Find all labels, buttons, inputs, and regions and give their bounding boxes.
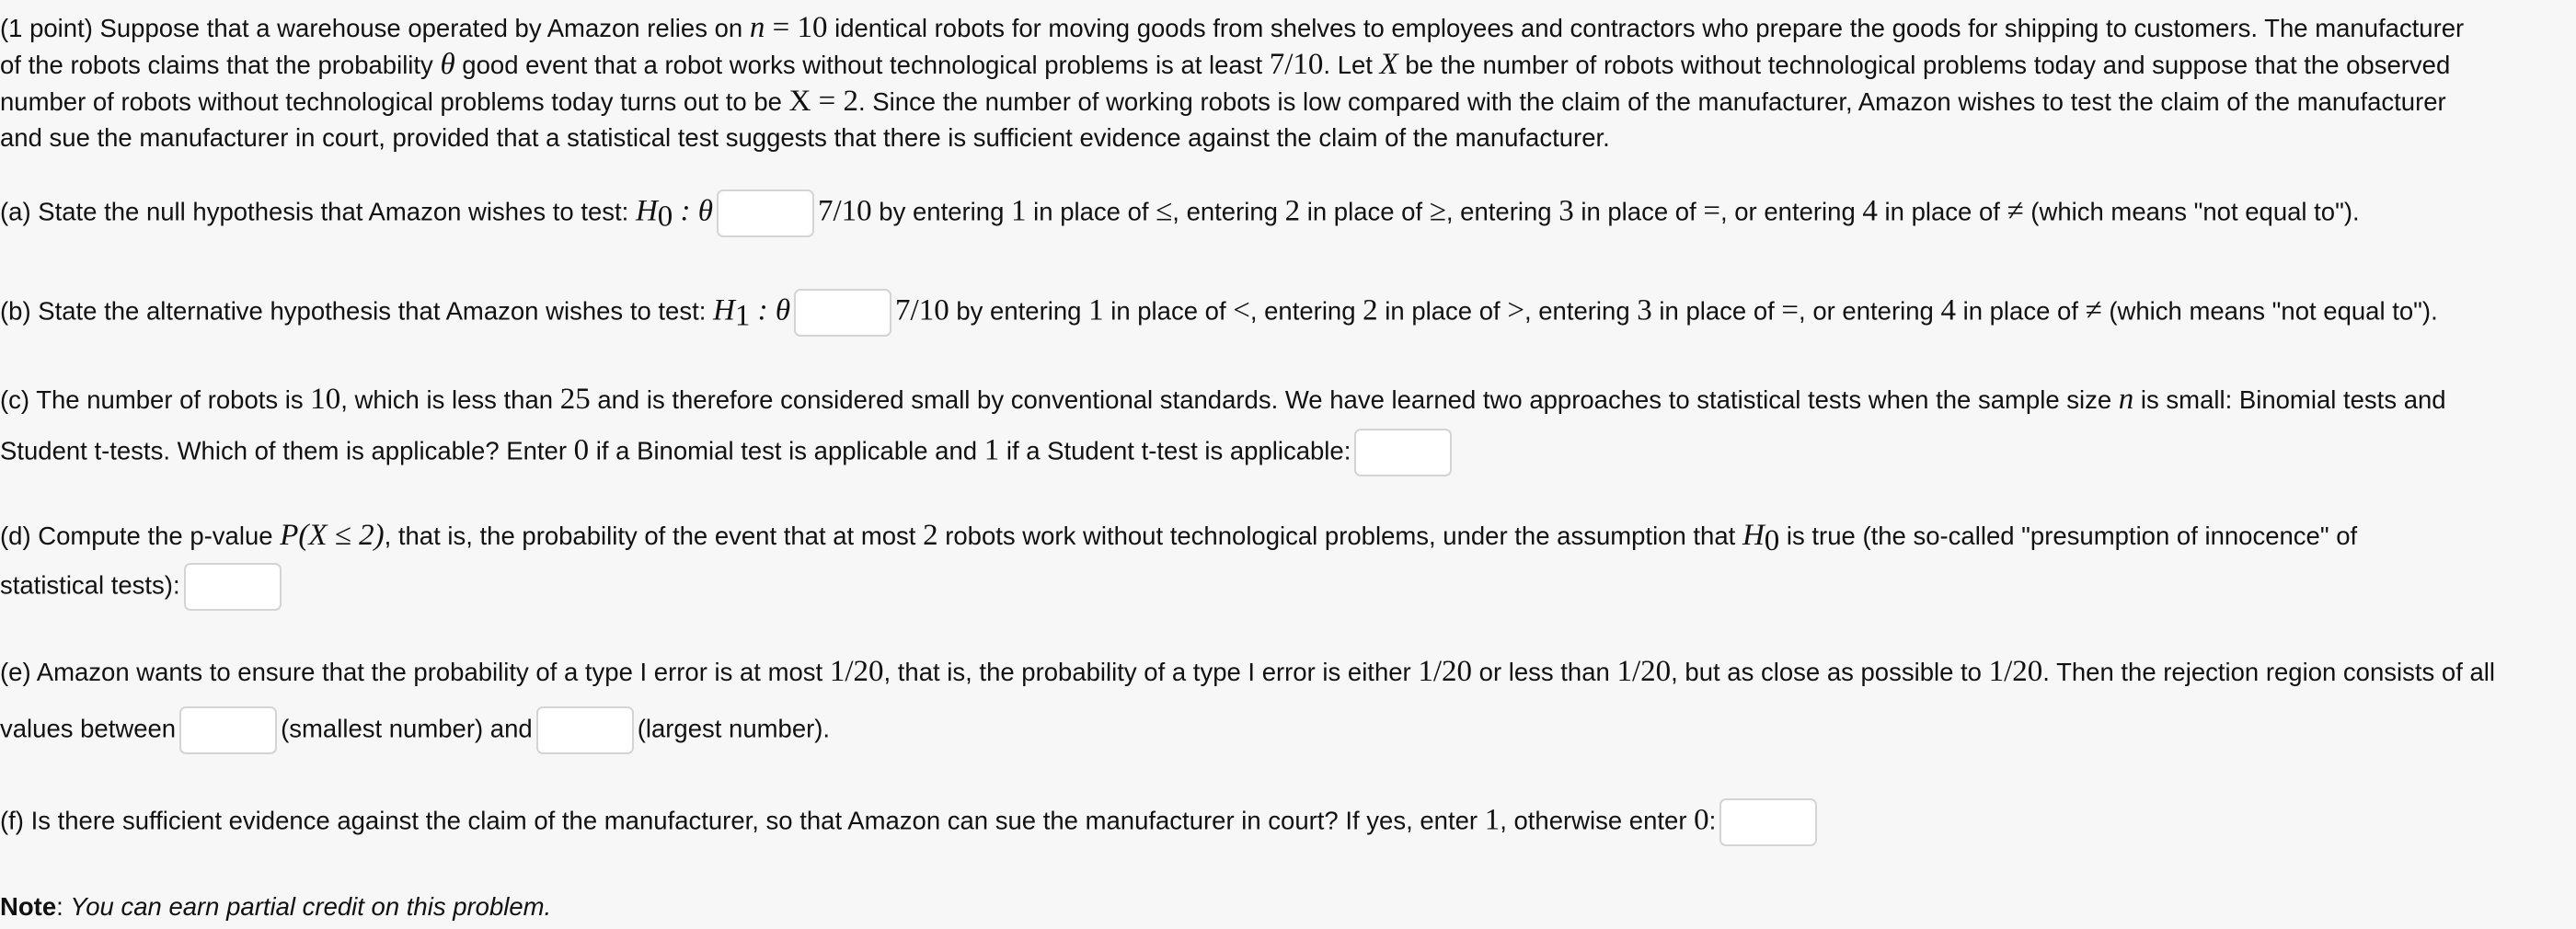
math-fraction: 7/10: [1269, 48, 1324, 81]
part-b-text: in place of: [1103, 296, 1234, 326]
part-d-line-1: [0, 517, 2567, 555]
math-symbol: =: [1703, 194, 1720, 228]
part-c-text: (c) The number of robots is: [0, 385, 311, 414]
part-d-line-2: [0, 563, 2567, 611]
part-c-text: if a Student t-test is applicable:: [999, 436, 1351, 465]
part-b-text: in place of: [1377, 296, 1508, 326]
math-fraction: 7/10: [895, 293, 949, 327]
intro-text: be the number of robots without technological problems today and suppose that the observed: [1397, 51, 2451, 79]
math-number: 3: [1558, 194, 1574, 228]
math-symbol: ≠: [2007, 194, 2024, 228]
part-b-text: in place of: [1651, 296, 1782, 326]
part-e-text: (smallest number) and: [281, 714, 533, 743]
part-b-text: , entering: [1524, 296, 1638, 326]
part-c-line-2: [0, 429, 2567, 476]
intro-text: good event that a robot works without technological problems is at least: [454, 51, 1270, 79]
part-a-text: in place of: [1877, 197, 2007, 226]
part-b-text: , entering: [1249, 296, 1363, 326]
math-fraction: 7/10: [817, 194, 872, 228]
part-e-text: , but as close as possible to: [1671, 658, 1989, 686]
math-p-value: P(X ≤ 2): [280, 519, 385, 552]
part-a-text: (a) State the null hypothesis that Amazon wishes to test:: [0, 197, 636, 226]
part-e-text: (largest number).: [637, 714, 831, 743]
part-b-text: (b) State the alternative hypothesis that Amazon wishes to test:: [0, 296, 713, 326]
part-b: [0, 289, 2567, 337]
intro-line-2: [0, 46, 2567, 84]
math-h: H: [635, 194, 658, 228]
math-x-equals: X = 2: [788, 85, 859, 118]
part-a-text: , or entering: [1719, 197, 1863, 226]
part-e-text: , that is, the probability of a type I error is either: [883, 658, 1419, 686]
math-n: n: [749, 11, 765, 44]
part-c-text: Student t-tests. Which of them is applicable? Enter: [0, 436, 574, 465]
math-10: 10: [797, 11, 828, 44]
intro-line-4: [0, 120, 2567, 156]
part-e-line-2: [0, 706, 2567, 754]
part-a-text: in place of: [1300, 197, 1430, 226]
part-c-answer-input[interactable]: [1354, 429, 1452, 476]
part-f-answer-input[interactable]: [1719, 798, 1817, 846]
math-symbol: <: [1233, 293, 1250, 327]
math-subscript: 0: [1764, 524, 1780, 557]
part-a-text: by entering: [871, 197, 1012, 226]
math-theta: : θ: [673, 194, 713, 228]
part-d-text: is true (the so-called "presumption of innocence" of: [1779, 522, 2358, 550]
math-subscript: 0: [657, 200, 673, 234]
note-text: You can earn partial credit on this problem.: [70, 892, 552, 921]
intro-text: (1 point) Suppose that a warehouse operated by Amazon relies on: [0, 14, 750, 42]
math-number: 3: [1637, 293, 1652, 327]
part-d-text: , that is, the probability of the event that at most: [384, 522, 924, 550]
math-number: 0: [573, 433, 590, 467]
math-x: X: [1379, 48, 1398, 81]
note-colon: :: [56, 892, 71, 921]
note-label: Note: [0, 892, 57, 921]
part-a-text: (which means "not equal to").: [2023, 197, 2360, 226]
intro-text: number of robots without technological problems today turns out to be: [0, 87, 789, 116]
math-fraction: 1/20: [1418, 655, 1473, 688]
part-e-text: . Then the rejection region consists of all: [2042, 658, 2495, 686]
math-number: 4: [1940, 293, 1956, 327]
math-number: 1: [1011, 194, 1027, 228]
math-h: H: [713, 293, 735, 327]
part-a-answer-input[interactable]: [717, 189, 814, 237]
note: [0, 889, 2567, 925]
part-d-text: statistical tests):: [0, 570, 180, 600]
math-symbol: ≥: [1429, 194, 1446, 228]
intro-line-3: [0, 83, 2567, 120]
part-f-text: (f) Is there sufficient evidence against the claim of the manufacturer, so that Amazon can sue the manufacturer in court? If yes, enter: [0, 806, 1485, 835]
part-c-text: , which is less than: [340, 385, 560, 414]
math-fraction: 1/20: [1616, 655, 1672, 688]
math-fraction: 1/20: [1988, 655, 2043, 688]
part-c-text: is small: Binomial tests and: [2133, 385, 2446, 414]
math-fraction: 1/20: [829, 655, 884, 688]
part-f-text: :: [1708, 806, 1717, 835]
math-number: 10: [310, 383, 341, 416]
math-theta: θ: [440, 48, 455, 81]
part-b-text: , or entering: [1799, 296, 1941, 326]
rejection-largest-input[interactable]: [536, 706, 634, 754]
part-e-text: or less than: [1472, 658, 1617, 686]
math-number: 2: [1363, 293, 1378, 327]
part-d-answer-input[interactable]: [184, 563, 282, 611]
math-number: 2: [923, 519, 938, 552]
math-eq: =: [765, 11, 798, 44]
rejection-smallest-input[interactable]: [179, 706, 277, 754]
math-symbol: ≠: [2085, 293, 2102, 327]
part-e-text: values between: [0, 714, 177, 743]
part-e-text: (e) Amazon wants to ensure that the probability of a type I error is at most: [0, 658, 830, 686]
intro-text: identical robots for moving goods from shelves to employees and contractors who prepare the goods for shipping to customers. The manufacturer: [827, 14, 2465, 42]
intro-text: of the robots claims that the probability: [0, 51, 441, 79]
math-symbol: =: [1781, 293, 1800, 327]
math-number: 1: [1088, 293, 1104, 327]
math-number: 1: [983, 433, 1000, 467]
math-theta: : θ: [750, 293, 791, 327]
part-f: [0, 798, 2567, 846]
math-number: 2: [1284, 194, 1301, 228]
math-h: H: [1742, 519, 1765, 552]
intro-text: . Let: [1323, 51, 1380, 79]
math-symbol: ≤: [1156, 194, 1173, 228]
part-b-text: by entering: [949, 296, 1089, 326]
math-n: n: [2118, 383, 2134, 416]
part-c-text: if a Binomial test is applicable and: [589, 436, 984, 465]
intro-text: . Since the number of working robots is low compared with the claim of the manufacturer, Amazon wishes to test the claim of the manufacturer: [858, 87, 2446, 116]
math-number: 0: [1694, 803, 1709, 837]
math-symbol: >: [1507, 293, 1524, 327]
part-a-text: in place of: [1026, 197, 1156, 226]
part-f-text: , otherwise enter: [1500, 806, 1695, 835]
part-e-line-1: [0, 653, 2567, 691]
intro-text: and sue the manufacturer in court, provided that a statistical test suggests that there is sufficient evidence against the claim of the manufacturer.: [0, 123, 1610, 152]
intro-line-1: [0, 9, 2567, 47]
part-c-text: and is therefore considered small by conventional standards. We have learned two approaches to statistical tests when the sample size: [590, 385, 2119, 414]
part-a: [0, 189, 2567, 237]
math-number: 1: [1484, 803, 1501, 837]
math-number: 25: [559, 383, 591, 416]
part-b-text: in place of: [1955, 296, 2086, 326]
part-c-line-1: [0, 381, 2567, 419]
part-a-text: in place of: [1573, 197, 1704, 226]
part-d-text: robots work without technological problems, under the assumption that: [937, 522, 1742, 550]
part-a-text: , entering: [1172, 197, 1285, 226]
part-b-answer-input[interactable]: [794, 289, 891, 337]
part-b-text: (which means "not equal to").: [2101, 296, 2438, 326]
math-subscript: 1: [734, 299, 751, 333]
math-number: 4: [1862, 194, 1878, 228]
part-a-text: , entering: [1445, 197, 1559, 226]
part-d-text: (d) Compute the p-value: [0, 522, 281, 550]
